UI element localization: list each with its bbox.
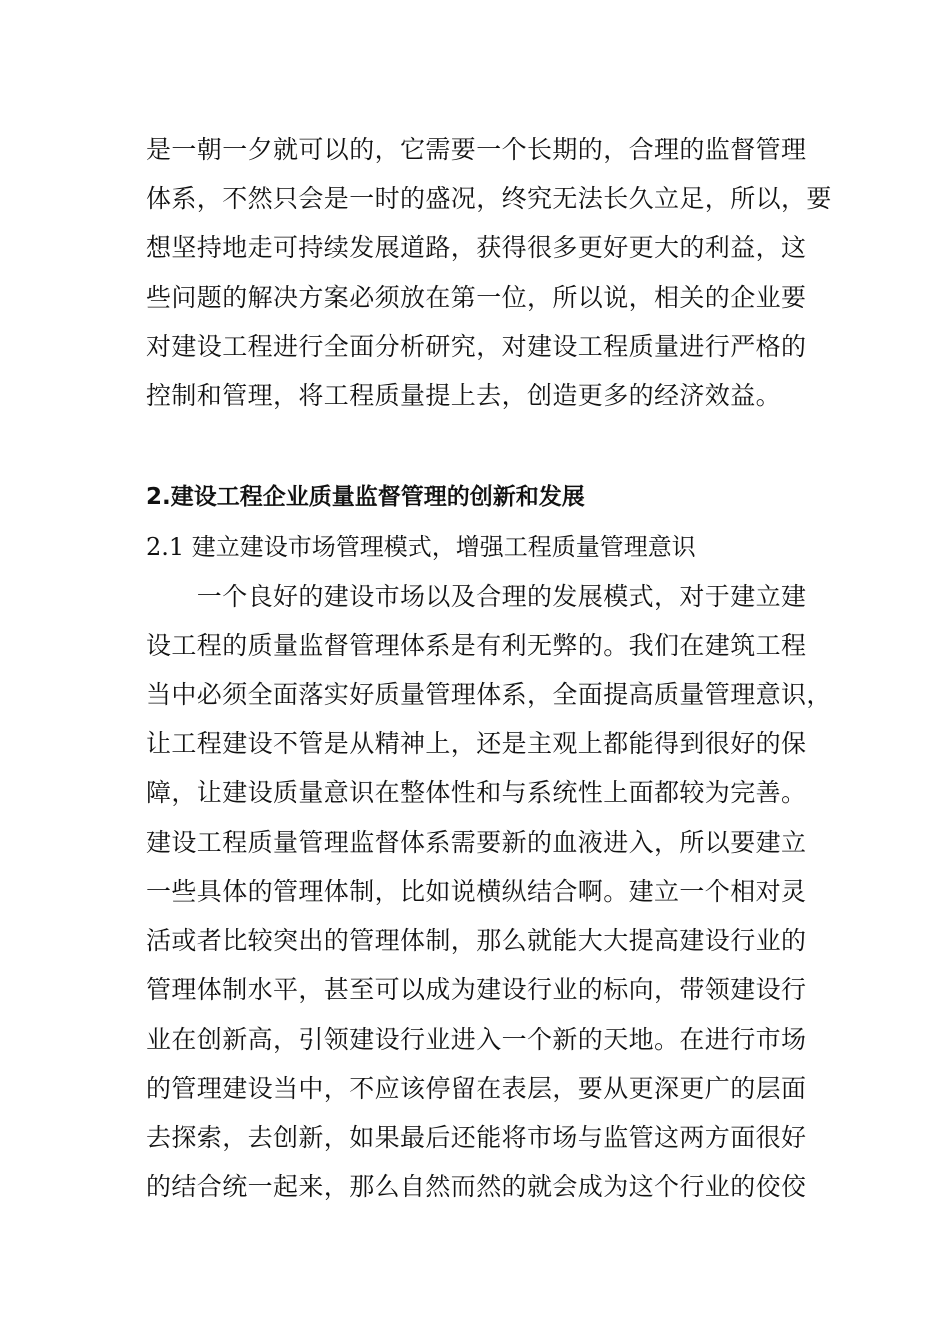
body-line: 一个良好的建设市场以及合理的发展模式，对于建立建 <box>146 582 807 611</box>
body-line: 业在创新高，引领建设行业进入一个新的天地。在进行市场 <box>146 1025 807 1054</box>
body-line: 建设工程质量管理监督体系需要新的血液进入，所以要建立 <box>146 828 807 857</box>
intro-line: 是一朝一夕就可以的，它需要一个长期的，合理的监督管理 <box>146 135 807 164</box>
intro-line: 对建设工程进行全面分析研究，对建设工程质量进行严格的 <box>146 332 807 361</box>
intro-line: 控制和管理，将工程质量提上去，创造更多的经济效益。 <box>146 381 782 410</box>
body-line: 去探索，去创新，如果最后还能将市场与监管这两方面很好 <box>146 1123 807 1152</box>
body-line: 管理体制水平，甚至可以成为建设行业的标向，带领建设行 <box>146 975 807 1004</box>
body-line: 障，让建设质量意识在整体性和与系统性上面都较为完善。 <box>146 778 807 807</box>
body-line: 当中必须全面落实好质量管理体系，全面提高质量管理意识， <box>146 680 832 709</box>
subsection-heading: 2.1 建立建设市场管理模式，增强工程质量管理意识 <box>146 533 696 561</box>
intro-line: 想坚持地走可持续发展道路，获得很多更好更大的利益，这 <box>146 233 807 262</box>
body-line: 活或者比较突出的管理体制，那么就能大大提高建设行业的 <box>146 926 807 955</box>
intro-line: 些问题的解决方案必须放在第一位，所以说，相关的企业要 <box>146 283 807 312</box>
body-line: 的管理建设当中，不应该停留在表层，要从更深更广的层面 <box>146 1074 807 1103</box>
body-line: 让工程建设不管是从精神上，还是主观上都能得到很好的保 <box>146 729 807 758</box>
body-line: 的结合统一起来，那么自然而然的就会成为这个行业的佼佼 <box>146 1172 807 1201</box>
intro-line: 体系，不然只会是一时的盛况，终究无法长久立足，所以，要 <box>146 184 832 213</box>
body-line: 一些具体的管理体制，比如说横纵结合啊。建立一个相对灵 <box>146 877 807 906</box>
body-line: 设工程的质量监督管理体系是有利无弊的。我们在建筑工程 <box>146 631 807 660</box>
section-heading: 2.建设工程企业质量监督管理的创新和发展 <box>146 484 585 510</box>
